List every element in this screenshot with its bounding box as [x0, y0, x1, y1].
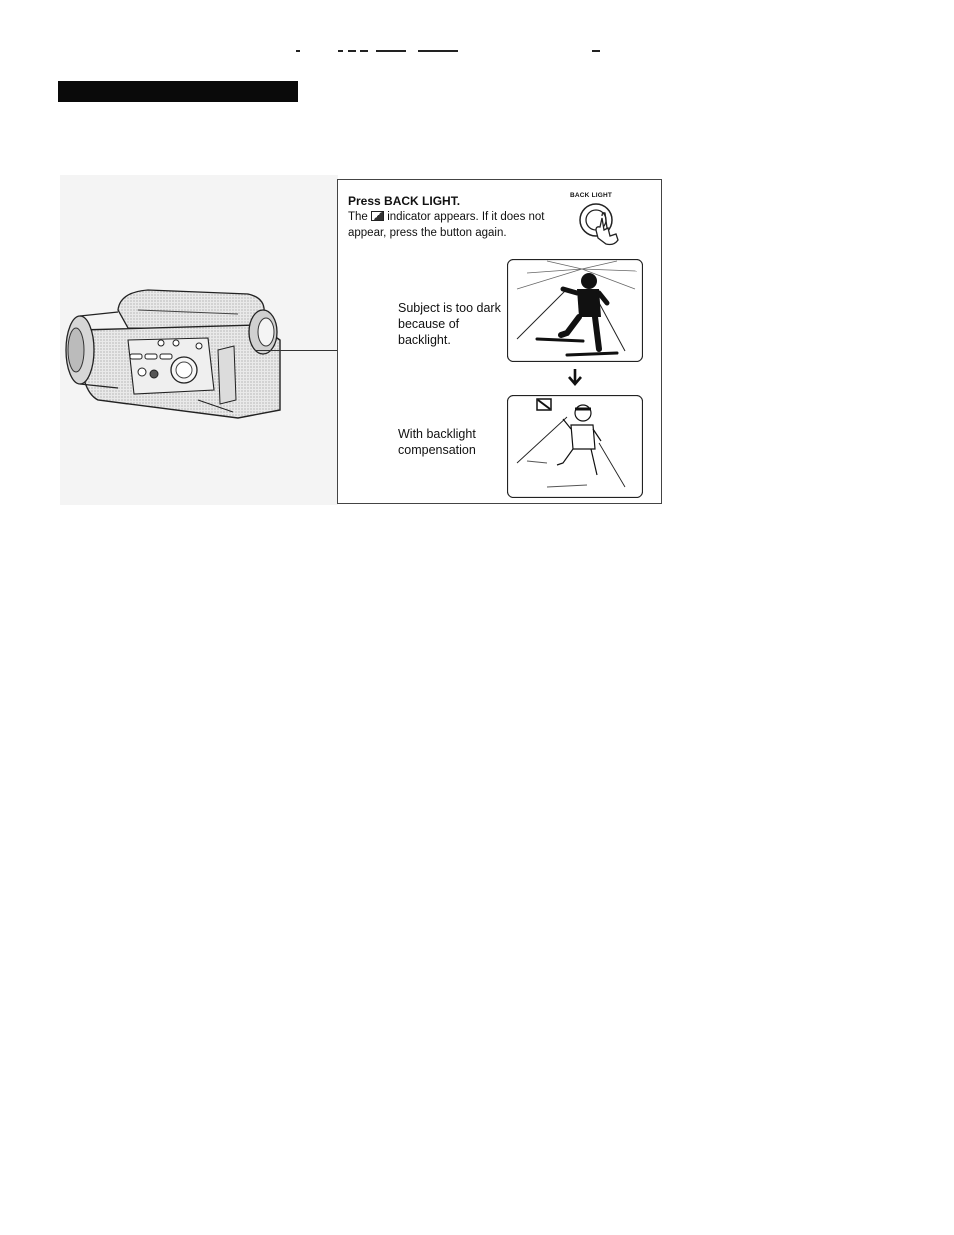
- caption-before-compensation: Subject is too dark because of backlight.: [398, 301, 501, 347]
- dark-skier-image: [507, 259, 643, 362]
- header-rule-marks: [296, 48, 606, 54]
- caption-after-compensation: With backlight compensation: [398, 427, 476, 457]
- back-light-button-press-icon: [574, 200, 624, 246]
- instruction-after-icon: indicator appears. If it does not appear, press the button again.: [348, 211, 545, 239]
- instruction-before-icon: The: [348, 211, 368, 223]
- compensated-skier-image: [507, 395, 643, 498]
- back-light-button-label: BACK LIGHT: [570, 192, 613, 199]
- callout-line: [255, 350, 337, 351]
- instruction-text: [348, 209, 548, 241]
- step-title: Press BACK LIGHT.: [348, 194, 461, 208]
- arrow-down-icon: [567, 368, 583, 386]
- backlight-indicator-icon: [371, 211, 384, 221]
- backlight-instruction-panel: [337, 179, 662, 504]
- section-header-bar: [58, 81, 298, 102]
